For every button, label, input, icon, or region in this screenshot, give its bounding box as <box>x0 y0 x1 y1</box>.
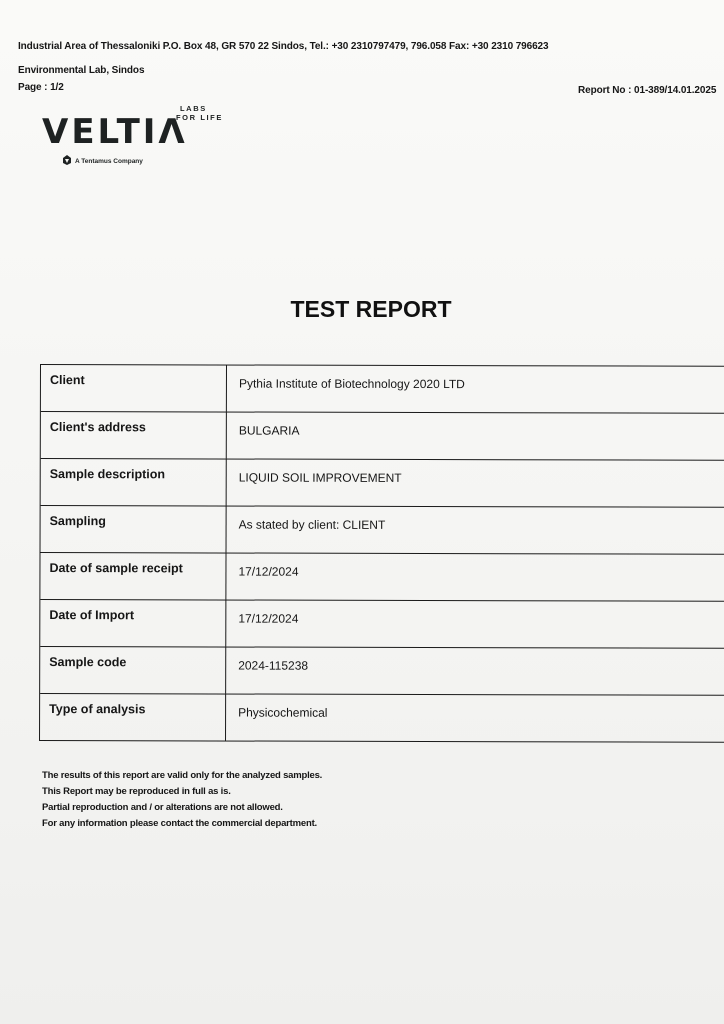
note-line: The results of this report are valid only for the analyzed samples. <box>42 770 323 781</box>
logo-wordmark: VELTIΛ <box>42 112 188 152</box>
table-row-label: Client <box>41 365 227 411</box>
veltia-logo <box>42 104 242 170</box>
logo-tagline-line-1: LABS <box>180 104 207 113</box>
note-line: Partial reproduction and / or alterations are not allowed. <box>42 802 283 813</box>
table-row-value: Physicochemical <box>238 705 328 720</box>
table-row <box>41 365 724 414</box>
table-row <box>41 506 724 555</box>
logo-company-text: A Tentamus Company <box>75 158 143 165</box>
table-row-label: Client's address <box>41 412 227 458</box>
header-address: Industrial Area of Thessaloniki P.O. Box 48, GR 570 22 Sindos, Tel.: +30 2310797479, 796.058 Fax: +30 2310 796623 <box>18 41 549 52</box>
report-title: TEST REPORT <box>290 296 452 322</box>
report-info-table <box>39 364 724 743</box>
logo-tagline <box>176 104 246 122</box>
table-row-value: 17/12/2024 <box>238 611 299 626</box>
table-row <box>40 694 724 742</box>
tentamus-icon <box>62 155 72 165</box>
logo-company-line <box>62 155 143 165</box>
note-line: For any information please contact the commercial department. <box>42 818 317 829</box>
table-row-value: 2024-115238 <box>238 658 309 673</box>
table-row-label: Sample code <box>40 647 226 693</box>
table-row <box>40 647 724 696</box>
table-row-label: Date of Import <box>40 600 226 646</box>
table-row <box>40 600 724 649</box>
table-row-label: Type of analysis <box>40 694 226 740</box>
table-row-label: Sample description <box>41 459 227 505</box>
table-row <box>41 459 724 508</box>
table-row-value: 17/12/2024 <box>238 564 299 579</box>
table-row-label: Sampling <box>41 506 227 552</box>
header-page-number: Page : 1/2 <box>18 82 64 93</box>
table-row-label: Date of sample receipt <box>40 553 226 599</box>
table-row-value: Pythia Institute of Biotechnology 2020 LTD <box>238 376 465 392</box>
report-notes <box>42 768 322 832</box>
table-row-value: As stated by client: CLIENT <box>238 517 386 532</box>
header-lab: Environmental Lab, Sindos <box>18 65 145 76</box>
table-row <box>41 412 724 461</box>
header-report-number: Report No : 01-389/14.01.2025 <box>578 85 717 96</box>
table-row <box>40 553 724 602</box>
note-line: This Report may be reproduced in full as is. <box>42 786 231 797</box>
table-row-value: LIQUID SOIL IMPROVEMENT <box>238 470 402 485</box>
table-row-value: BULGARIA <box>238 423 300 438</box>
logo-tagline-line-2: FOR LIFE <box>176 113 223 122</box>
